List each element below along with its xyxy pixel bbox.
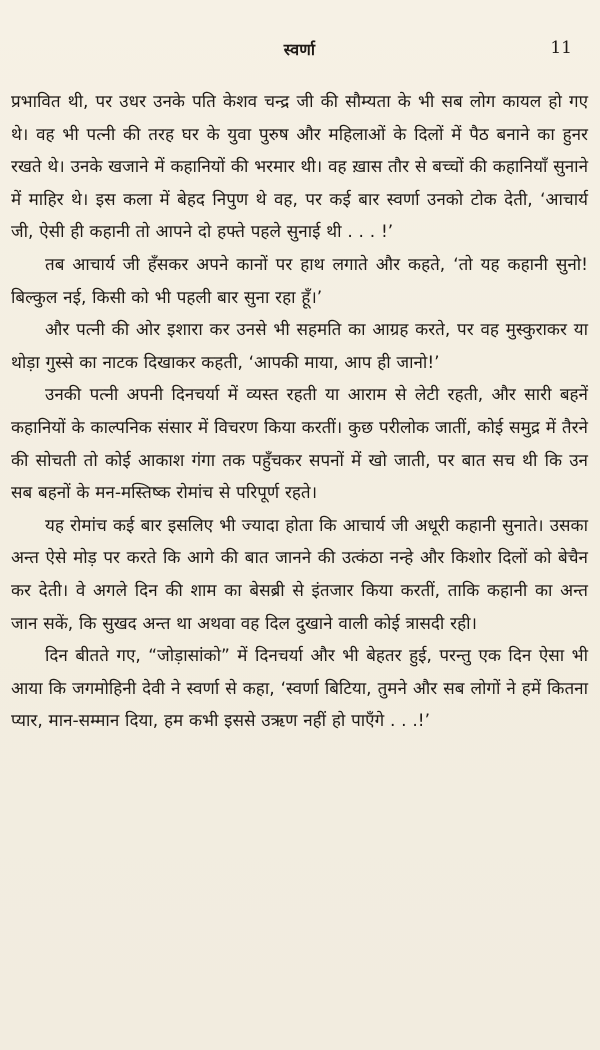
paragraph-6: दिन बीतते गए, “जोड़ासांको” में दिनचर्या और भी बेहतर हुई, परन्तु एक दिन ऐसा भी आया कि जगमोहिनी देवी ने स्वर्णा से कहा, ‘स्वर्णा बिटिया, तुमने और सब लोगों ने हमें कितना प्यार, मान-सम्मान दिया, हम कभी इससे उऋण नहीं हो पाएँगे . . .!’ [11,646,588,732]
page-number: 11 [550,38,572,58]
paragraph-5: यह रोमांच कई बार इसलिए भी ज्यादा होता कि आचार्य जी अधूरी कहानी सुनाते। उसका अन्त ऐसे मोड़ पर करते कि आगे की बात जानने की उत्कंठा नन्हे और किशोर दिलों को बेचैन कर देती। वे अगले दिन की शाम का बेसब्री से इंतजार किया करतीं, ताकि कहानी का अन्त जान सकें, कि सुखद अन्त था अथवा वह दिल दुखाने वाली कोई त्रासदी रही। [11,515,588,634]
page-header [11,0,588,86]
paragraph-1: प्रभावित थी, पर उधर उनके पति केशव चन्द्र जी की सौम्यता के भी सब लोग कायल हो गए थे। वह भी पत्नी की तरह घर के युवा पुरुष और महिलाओं के दिलों में पैठ बनाने का हुनर रखते थे। उनके खजाने में कहानियों की भरमार थी। वह ख़ास तौर से बच्चों की कहानियाँ सुनाने में माहिर थे। इस कला में बेहद निपुण थे वह, पर कई बार स्वर्णा उनको टोक देती, ‘आचार्य जी, ऐसी ही कहानी तो आपने दो हफ्ते पहले सुनाई थी . . . !’ [11,92,588,243]
paragraph-2: तब आचार्य जी हँसकर अपने कानों पर हाथ लगाते और कहते, ‘तो यह कहानी सुनो! बिल्कुल नई, किसी को भी पहली बार सुना रहा हूँ।’ [11,254,588,308]
paragraph-4: उनकी पत्नी अपनी दिनचर्या में व्यस्त रहती या आराम से लेटी रहती, और सारी बहनें कहानियों के काल्पनिक संसार में विचरण किया करतीं। कुछ परीलोक जातीं, कोई समुद्र में तैरने की सोचती तो कोई आकाश गंगा तक पहुँचकर सपनों में खो जाती, पर बात सच थी कि उन सब बहनों के मन-मस्तिष्क रोमांच से परिपूर्ण रहते। [11,385,588,504]
paragraph-3: और पत्नी की ओर इशारा कर उनसे भी सहमति का आग्रह करते, पर वह मुस्कुराकर या थोड़ा गुस्से का नाटक दिखाकर कहती, ‘आपकी माया, आप ही जानो!’ [11,320,588,373]
running-title: स्वर्णा [283,40,316,59]
body-text [11,86,588,738]
